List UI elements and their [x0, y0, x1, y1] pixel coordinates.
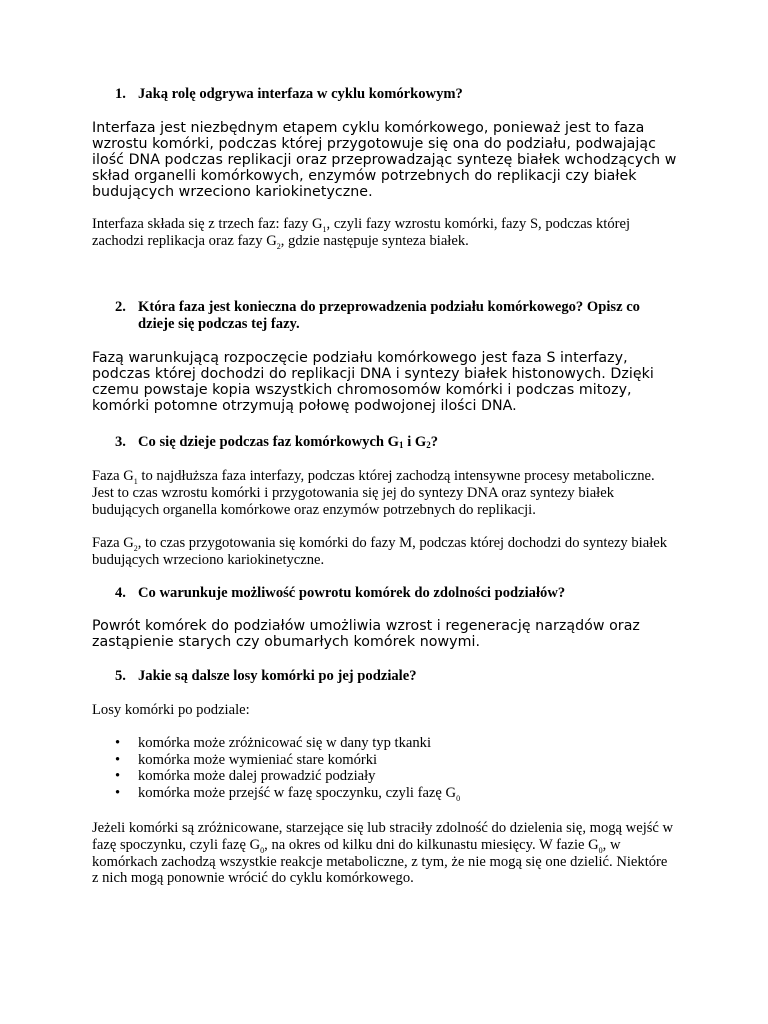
- text-segment: Interfaza składa się z trzech faz: fazy G: [92, 216, 323, 232]
- question-3: [115, 434, 690, 451]
- question-1: [115, 86, 690, 103]
- list-item: [115, 752, 460, 769]
- text-segment: , na okres od kilku dni do kilkunastu miesięcy. W fazie G: [264, 836, 599, 853]
- question-text: Która faza jest konieczna do przeprowadzenia podziału komórkowego? Opisz co dzieje się podczas tej fazy.: [138, 299, 640, 332]
- question-number: 5.: [115, 668, 126, 684]
- answer-2-paragraph: Fazą warunkującą rozpoczęcie podziału komórkowego jest faza S interfazy, podczas której dochodzi do replikacji DNA i syntezy białek histonowych. Dzięki czemu powstaje kopia wszystkich chromosomów komórki i podczas mitozy, komórki potomne otrzymują połowę podwojonej ilości DNA.: [92, 350, 654, 414]
- subscript: 2: [276, 241, 281, 251]
- bullet-icon: •: [115, 768, 121, 785]
- text-segment: , gdzie następuje synteza białek.: [280, 232, 469, 249]
- text-segment: , w komórkach zachodzą wszystkie reakcje metaboliczne, z tym, że nie mogą się one dzielić. Niektóre z nich mogą ponownie wrócić do cyklu komórkowego.: [92, 836, 668, 887]
- text-segment: , to czas przygotowania się komórki do fazy M, podczas której dochodzi do syntezy białek budujących wrzeciono kariokinetyczne.: [92, 535, 668, 568]
- answer-1-paragraph: Interfaza jest niezbędnym etapem cyklu komórkowego, ponieważ jest to faza wzrostu komórki, podczas której przygotowuje się ona do podziału, podwajając ilość DNA podczas replikacji oraz przeprowadzając syntezę białek wchodzących w skład organelli komórkowych, enzymów potrzebnych do replikacji czy białek budujących wrzeciono kariokinetyczne.: [92, 120, 677, 200]
- question-number: 4.: [115, 585, 126, 601]
- subscript: 1: [133, 476, 138, 486]
- bullet-icon: •: [115, 784, 121, 801]
- text-segment: Jeżeli komórki są zróżnicowane, starzejące się lub straciły zdolność do dzielenia się, mogą wejść w fazę spoczynku, czyli fazę G: [92, 820, 674, 853]
- answer-5-intro: Losy komórki po podziale:: [92, 702, 250, 718]
- question-number: 1.: [115, 86, 126, 102]
- list-item: [115, 735, 460, 752]
- question-text: [138, 434, 690, 451]
- subscript: 2: [426, 440, 431, 450]
- subscript: 1: [322, 224, 327, 234]
- question-4: [115, 585, 690, 602]
- subscript: 1: [399, 440, 404, 450]
- question-text: Co warunkuje możliwość powrotu komórek do zdolności podziałów?: [138, 585, 566, 601]
- text-segment: Faza G: [92, 535, 134, 551]
- list-item: [115, 768, 460, 785]
- list-item-text: komórka może zróżnicować się w dany typ tkanki: [138, 735, 431, 751]
- question-2: [115, 299, 680, 333]
- question-text: Jaką rolę odgrywa interfaza w cyklu komórkowym?: [138, 86, 463, 102]
- answer-3-g1-paragraph: [92, 468, 672, 518]
- text-segment: Co się dzieje podczas faz komórkowych G: [138, 434, 400, 450]
- text-segment: to najdłuższa faza interfazy, podczas której zachodzą intensywne procesy metaboliczne. Jest to czas wzrostu komórki i przygotowania się jej do syntezy DNA oraz syntezy białek budujących organella komórkowe oraz enzymów potrzebnych do replikacji.: [92, 468, 655, 518]
- list-item-text: komórka może wymieniać stare komórki: [138, 751, 378, 768]
- text-segment: ?: [430, 434, 439, 450]
- answer-5-final-paragraph: [92, 820, 674, 887]
- answer-3-g2-paragraph: [92, 535, 672, 569]
- answer-1-phases-paragraph: [92, 216, 682, 250]
- subscript: 0: [598, 845, 603, 855]
- subscript: 2: [133, 543, 138, 553]
- text-segment: Faza G: [92, 468, 134, 484]
- fate-bullet-list: [115, 735, 460, 801]
- subscript: 0: [260, 845, 265, 855]
- list-item: [115, 785, 460, 802]
- text-segment: , czyli fazy wzrostu komórki, fazy S, podczas której zachodzi replikacja oraz fazy G: [92, 216, 631, 249]
- question-number: 2.: [115, 299, 126, 315]
- answer-4-paragraph: Powrót komórek do podziałów umożliwia wzrost i regenerację narządów oraz zastąpienie starych czy obumarłych komórek nowymi.: [92, 618, 640, 650]
- question-number: 3.: [115, 434, 126, 450]
- bullet-icon: •: [115, 751, 121, 768]
- text-segment: i G: [403, 434, 427, 450]
- list-item-text: komórka może przejść w fazę spoczynku, czyli fazę G: [138, 784, 457, 801]
- question-text: Jakie są dalsze losy komórki po jej podziale?: [138, 668, 417, 684]
- subscript: 0: [456, 793, 461, 803]
- bullet-icon: •: [115, 735, 121, 751]
- list-item-text: komórka może dalej prowadzić podziały: [138, 768, 376, 785]
- question-5: [115, 668, 690, 685]
